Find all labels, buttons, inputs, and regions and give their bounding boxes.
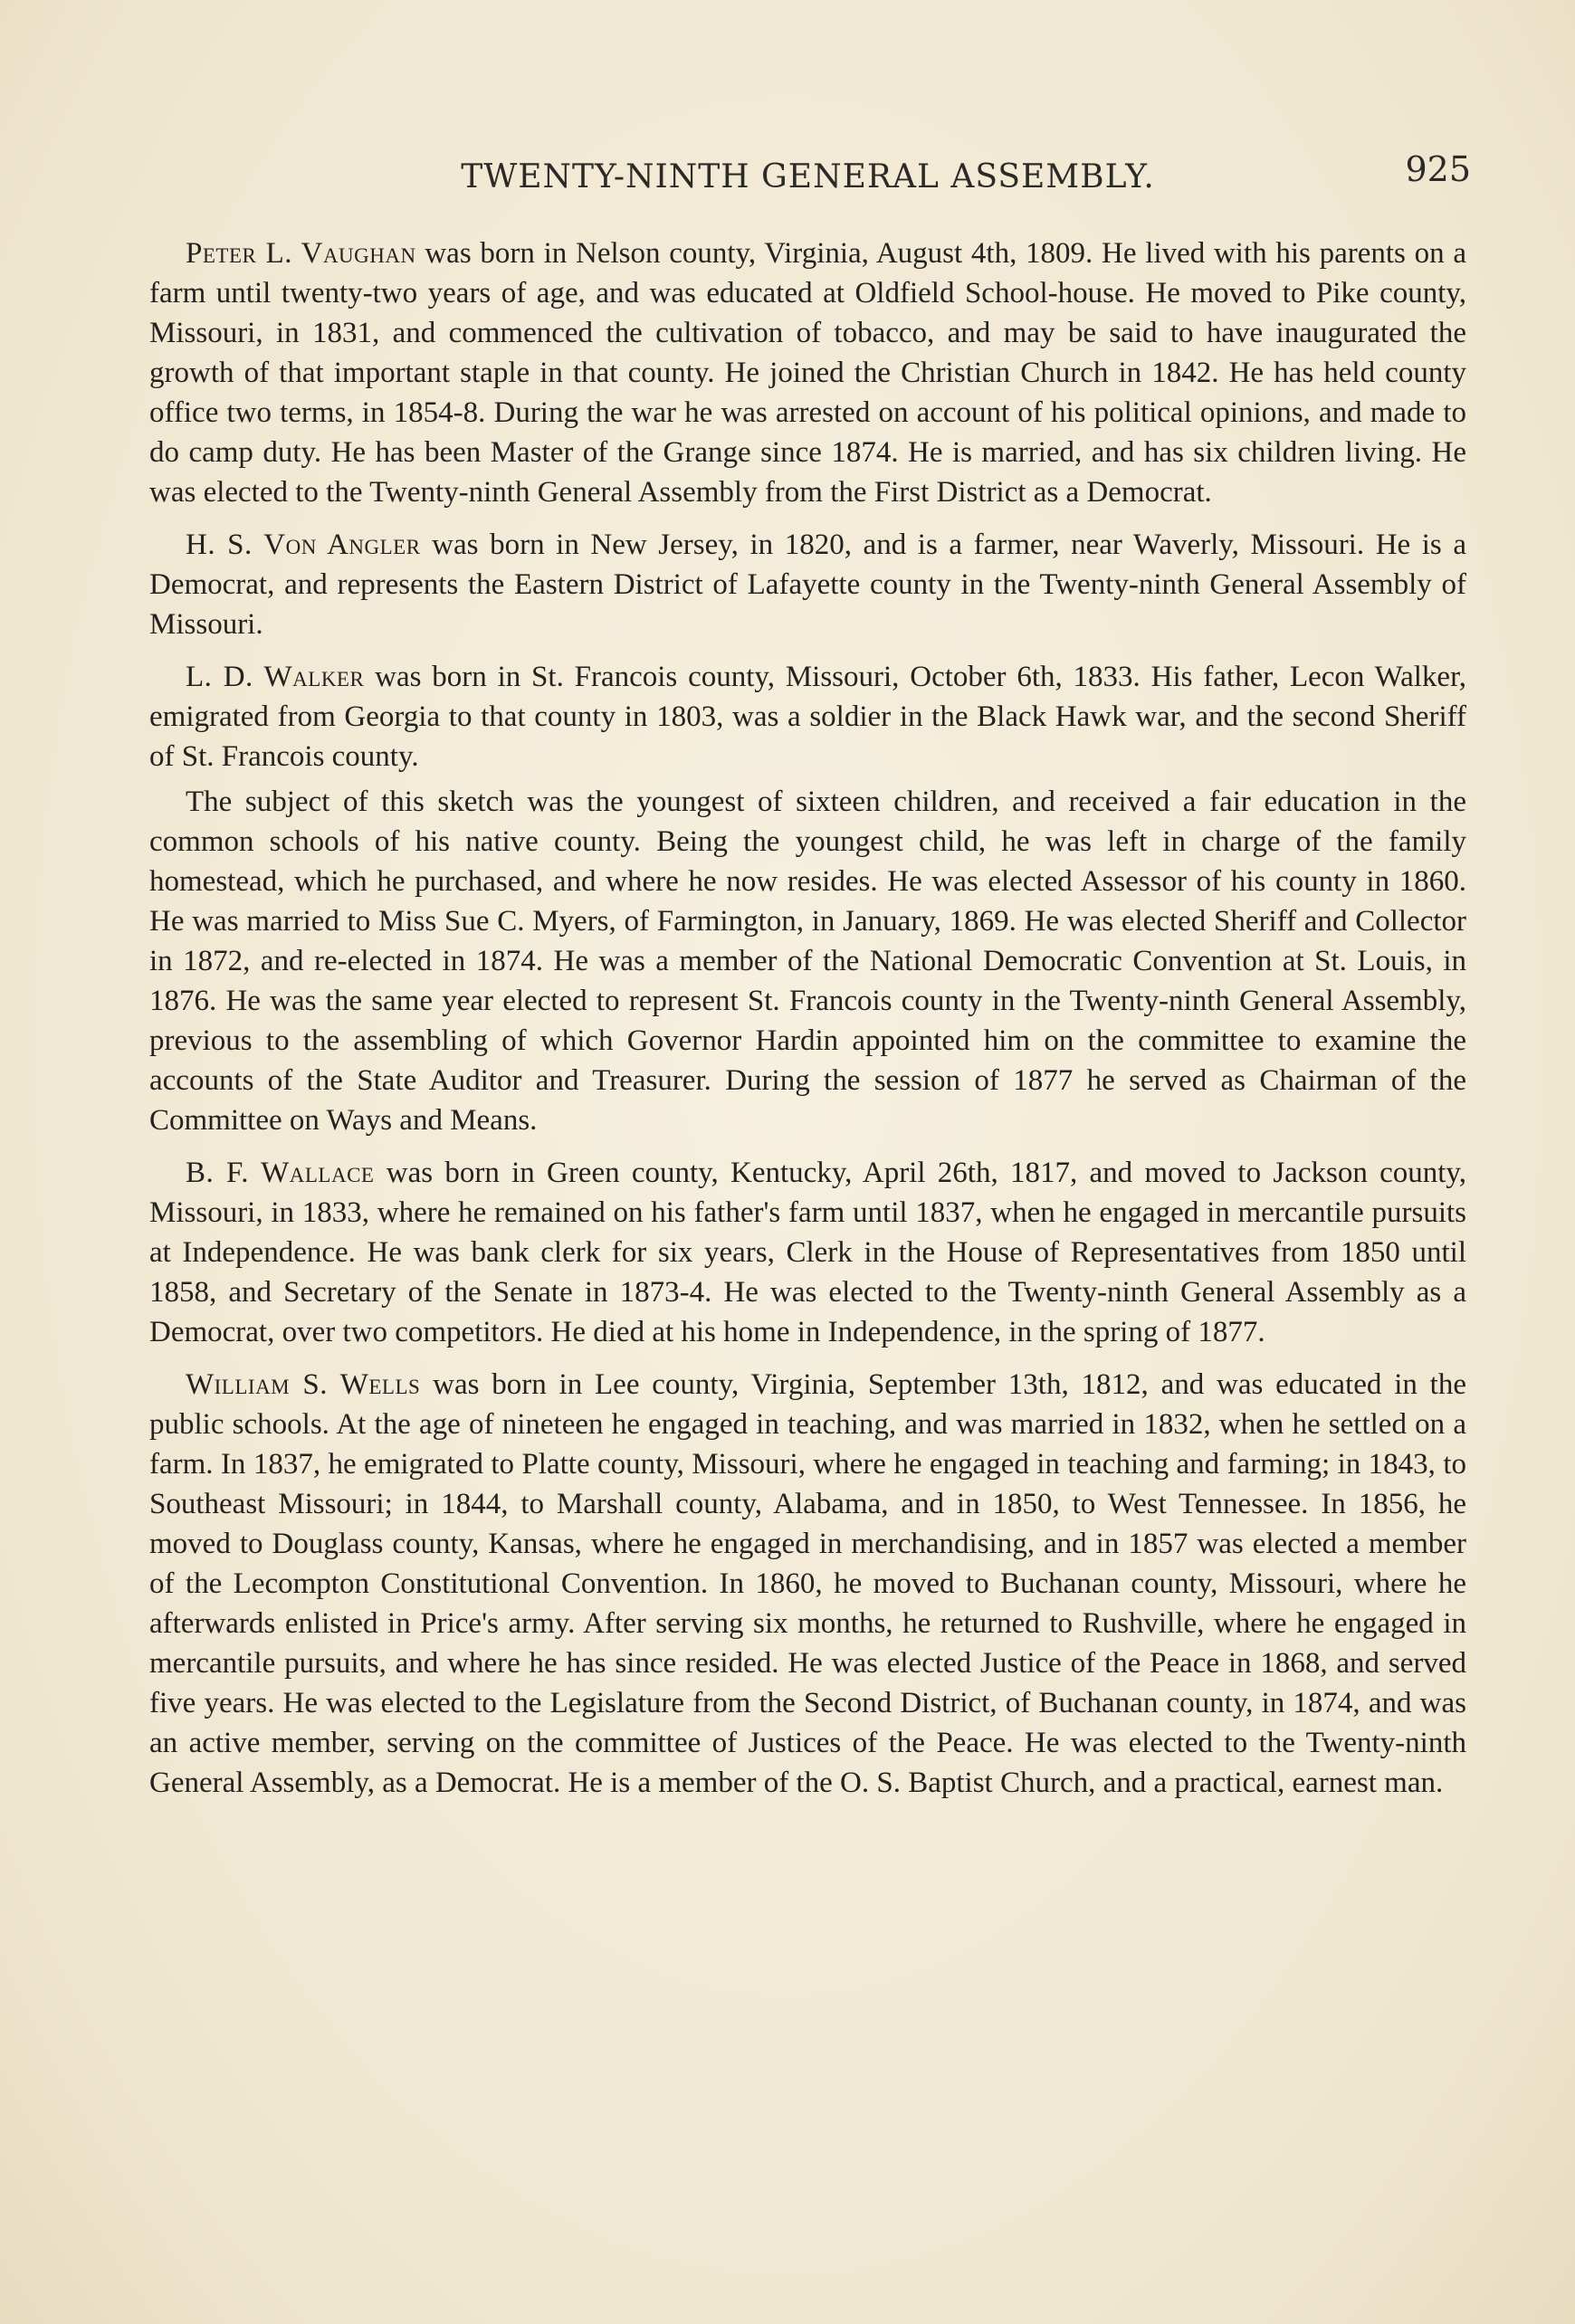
bio-name: L. D. Walker [186,661,365,693]
bio-paragraph [149,1153,1466,1352]
bio-text: was born in Nelson county, Virginia, August 4th, 1809. He lived with his parents on a farm until twenty-two years of age, and was educated at Oldfield School-house. He moved to Pike county, Missouri, in 1831, and commenced the cultivation of tobacco, and may be said to have inaugurated the growth of that important staple in that county. He joined the Christian Church in 1842. He has held county office two terms, in 1854-8. During the war he was arrested on account of his political opinions, and made to do camp duty. He has been Master of the Grange since 1874. He is married, and has six children living. He was elected to the Twenty-ninth General Assembly from the First District as a Democrat. [149,237,1466,509]
bio-name: B. F. Wallace [186,1157,375,1189]
bio-name: William S. Wells [186,1368,421,1401]
page-body [149,233,1466,1815]
bio-text: was born in New Jersey, in 1820, and is a farmer, near Waverly, Missouri. He is a Democrat, and represents the Eastern District of Lafayette county in the Twenty-ninth General Assembly of Missouri. [149,529,1467,641]
bio-text: was born in St. Francois county, Missouri, October 6th, 1833. His father, Lecon Walker, emigrated from Georgia to that county in 1803, was a soldier in the Black Hawk war, and the second Sheriff of St. Francois county. [149,661,1467,773]
bio-name: H. S. Von Angler [186,529,421,561]
page-header [145,149,1471,204]
page-number: 925 [1405,149,1471,189]
bio-text: was born in Lee county, Virginia, September 13th, 1812, and was educated in the public schools. At the age of nineteen he engaged in teaching, and was married in 1832, when he settled on a farm. In 1837, he emigrated to Platte county, Missouri, where he engaged in teaching and farming; in 1843, to Southeast Missouri; in 1844, to Marshall county, Alabama, and in 1850, to West Tennessee. In 1856, he moved to Douglass county, Kansas, where he engaged in merchandising, and in 1857 was elected a member of the Lecompton Constitutional Convention. In 1860, he moved to Buchanan county, Missouri, where he afterwards enlisted in Price's army. After serving six months, he returned to Rushville, where he engaged in mercantile pursuits, and where he has since resided. He was elected Justice of the Peace in 1868, and served five years. He was elected to the Legislature from the Second District, of Buchanan county, in 1874, and was an active member, serving on the committee of Justices of the Peace. He was elected to the Twenty-ninth General Assembly, as a Democrat. He is a member of the O. S. Baptist Church, and a practical, earnest man. [149,1368,1466,1799]
bio-paragraph [149,525,1466,644]
bio-paragraph-continued [149,782,1466,1140]
bio-text: was born in Green county, Kentucky, April 26th, 1817, and moved to Jackson county, Missouri, in 1833, where he remained on his father's farm until 1837, when he engaged in mercantile pursuits at Independence. He was bank clerk for six years, Clerk in the House of Representatives from 1850 until 1858, and Secretary of the Senate in 1873-4. He was elected to the Twenty-ninth General Assembly as a Democrat, over two competitors. He died at his home in Independence, in the spring of 1877. [149,1157,1466,1348]
bio-paragraph [149,657,1466,776]
bio-text: The subject of this sketch was the youngest of sixteen children, and received a fair education in the common schools of his native county. Being the youngest child, he was left in charge of the family homestead, which he purchased, and where he now resides. He was elected Assessor of his county in 1860. He was married to Miss Sue C. Myers, of Farmington, in January, 1869. He was elected Sheriff and Collector in 1872, and re-elected in 1874. He was a member of the National Democratic Convention at St. Louis, in 1876. He was the same year elected to represent St. Francois county in the Twenty-ninth General Assembly, previous to the assembling of which Governor Hardin appointed him on the committee to examine the accounts of the State Auditor and Treasurer. During the session of 1877 he served as Chairman of the Committee on Ways and Means. [149,786,1466,1137]
bio-paragraph [149,1365,1466,1803]
running-title: TWENTY-NINTH GENERAL ASSEMBLY. [461,158,1155,195]
bio-name: Peter L. Vaughan [186,237,416,270]
bio-paragraph [149,233,1466,512]
